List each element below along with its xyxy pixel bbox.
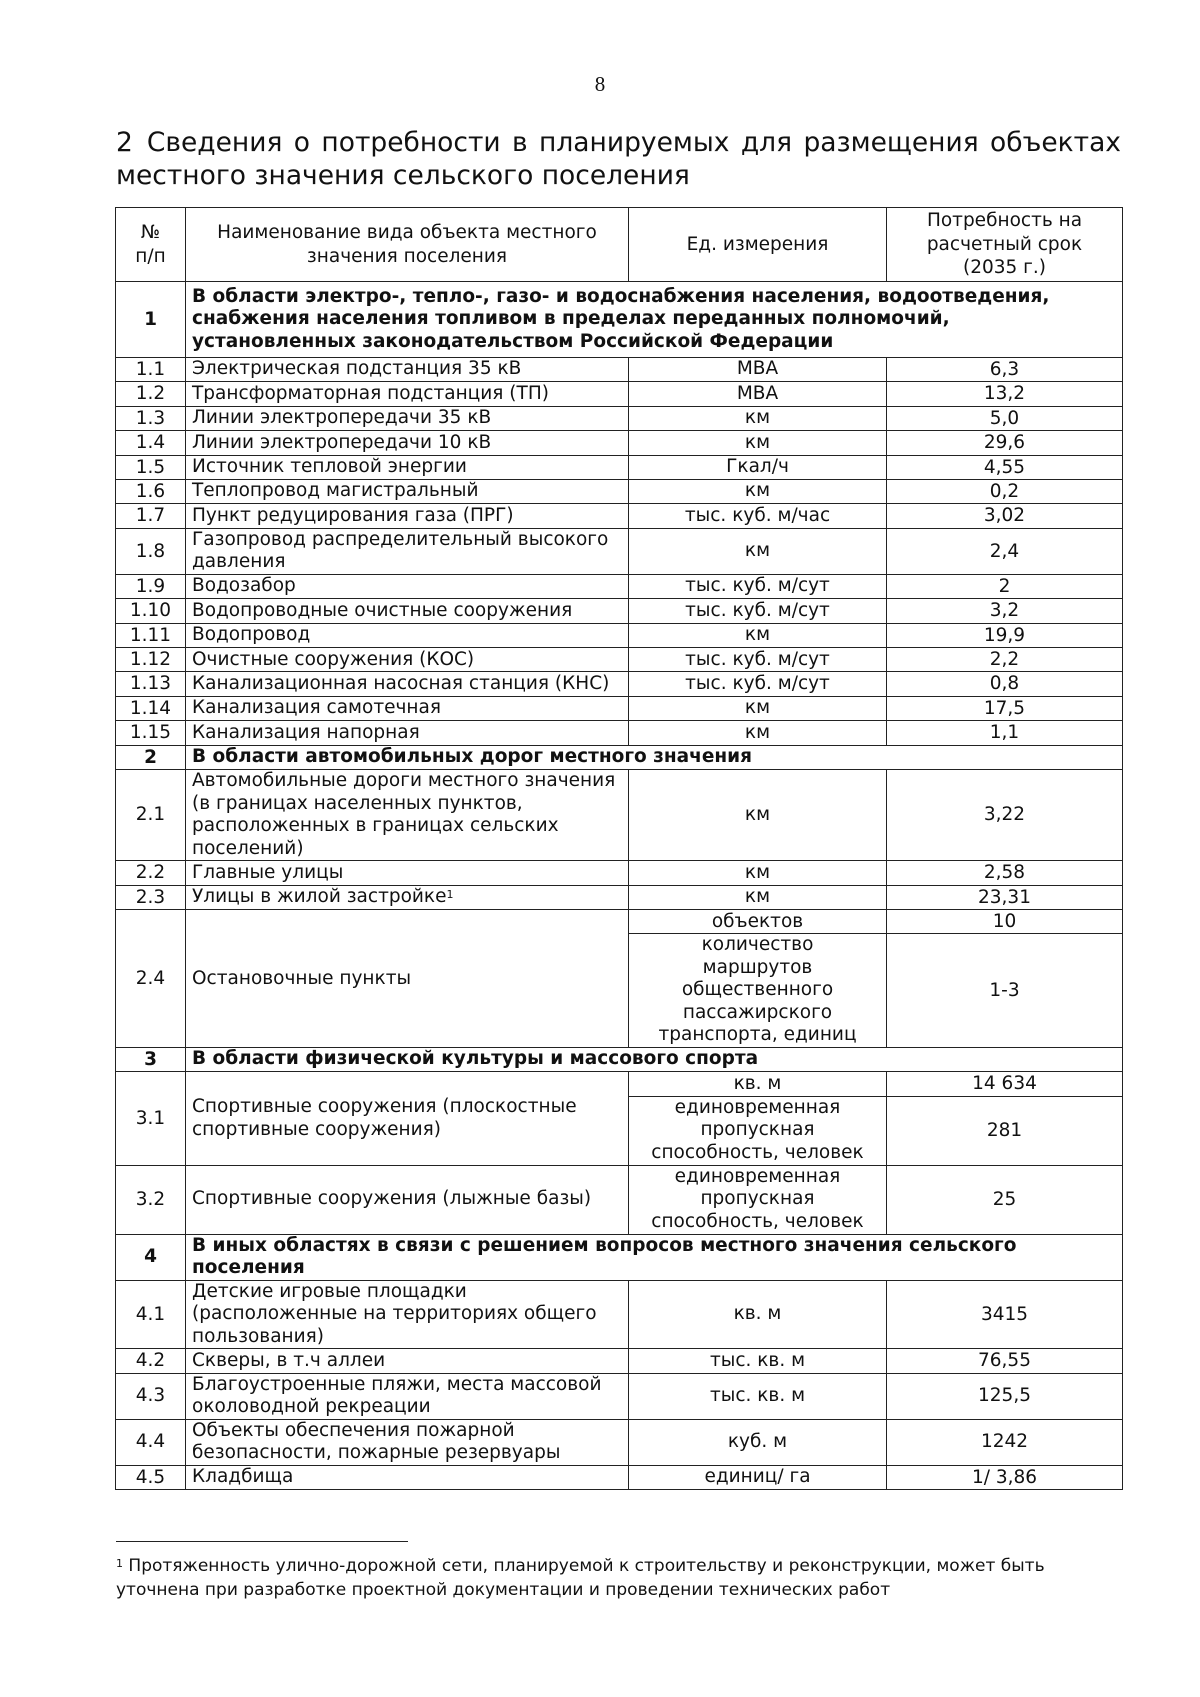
row-unit: км xyxy=(629,721,887,745)
row-number: 1.13 xyxy=(116,672,186,696)
row-number: 1.10 xyxy=(116,599,186,623)
row-value: 0,2 xyxy=(887,480,1123,504)
footnote-reference: 1 xyxy=(446,887,454,901)
row-number: 1.14 xyxy=(116,696,186,720)
table-row xyxy=(116,1419,1123,1465)
row-value: 2,2 xyxy=(887,648,1123,672)
section-heading-text: Сведения о потребности в планируемых для размещения объектах местного значения сельского поселения xyxy=(116,127,1121,191)
row-unit: км xyxy=(629,623,887,647)
table-row xyxy=(116,672,1123,696)
row-value: 23,31 xyxy=(887,885,1123,909)
row-value: 17,5 xyxy=(887,696,1123,720)
table-row xyxy=(116,504,1123,528)
row-unit: км xyxy=(629,861,887,885)
table-header-row xyxy=(116,208,1123,282)
row-value: 1242 xyxy=(887,1419,1123,1465)
section-title: В области электро-, тепло-, газо- и водоснабжения населения, водоотведения, снабжения населения топливом в пределах переданных полномочий, установленных законодательством Российской Федерации xyxy=(186,282,1123,358)
row-name xyxy=(186,885,629,909)
row-number: 1.9 xyxy=(116,574,186,598)
footnote-divider xyxy=(116,1541,408,1542)
row-number: 4.3 xyxy=(116,1373,186,1419)
row-unit: тыс. кв. м xyxy=(629,1373,887,1419)
section-number: 1 xyxy=(116,282,186,358)
row-unit: МВА xyxy=(629,358,887,382)
table-row xyxy=(116,861,1123,885)
row-name: Спортивные сооружения (лыжные базы) xyxy=(186,1165,629,1234)
row-value: 2,4 xyxy=(887,528,1123,574)
row-unit: км xyxy=(629,696,887,720)
row-value: 5,0 xyxy=(887,406,1123,430)
row-number: 1.8 xyxy=(116,528,186,574)
row-unit: единовременная пропускная способность, человек xyxy=(629,1165,887,1234)
table-row xyxy=(116,721,1123,745)
row-unit: тыс. куб. м/час xyxy=(629,504,887,528)
row-name: Детские игровые площадки (расположенные на территориях общего пользования) xyxy=(186,1280,629,1349)
row-unit: км xyxy=(629,431,887,455)
row-value: 0,8 xyxy=(887,672,1123,696)
table-row xyxy=(116,1165,1123,1234)
row-name: Теплопровод магистральный xyxy=(186,480,629,504)
header-name: Наименование вида объекта местного значения поселения xyxy=(186,208,629,282)
row-unit: км xyxy=(629,528,887,574)
section-title: В иных областях в связи с решением вопросов местного значения сельского поселения xyxy=(186,1234,1123,1280)
section-row xyxy=(116,1047,1123,1071)
table-row xyxy=(116,455,1123,479)
row-name: Линии электропередачи 35 кВ xyxy=(186,406,629,430)
row-name: Благоустроенные пляжи, места массовой околоводной рекреации xyxy=(186,1373,629,1419)
table-row xyxy=(116,406,1123,430)
table-row xyxy=(116,1465,1123,1489)
row-name: Объекты обеспечения пожарной безопасности, пожарные резервуары xyxy=(186,1419,629,1465)
table-row xyxy=(116,770,1123,861)
row-number: 1.15 xyxy=(116,721,186,745)
header-need: Потребность на расчетный срок (2035 г.) xyxy=(887,208,1123,282)
row-unit: Гкал/ч xyxy=(629,455,887,479)
row-name: Пункт редуцирования газа (ПРГ) xyxy=(186,504,629,528)
row-name: Канализация напорная xyxy=(186,721,629,745)
table-row xyxy=(116,623,1123,647)
row-unit: тыс. куб. м/сут xyxy=(629,599,887,623)
table-row xyxy=(116,431,1123,455)
row-unit: тыс. куб. м/сут xyxy=(629,648,887,672)
row-value: 1,1 xyxy=(887,721,1123,745)
row-number: 3.2 xyxy=(116,1165,186,1234)
row-name: Водопроводные очистные сооружения xyxy=(186,599,629,623)
row-name: Канализация самотечная xyxy=(186,696,629,720)
row-number: 2.1 xyxy=(116,770,186,861)
section-row xyxy=(116,1234,1123,1280)
row-name: Водозабор xyxy=(186,574,629,598)
row-name: Главные улицы xyxy=(186,861,629,885)
row-value: 3,02 xyxy=(887,504,1123,528)
table-row xyxy=(116,909,1123,933)
section-title: В области автомобильных дорог местного значения xyxy=(186,745,1123,769)
row-value: 4,55 xyxy=(887,455,1123,479)
row-name: Спортивные сооружения (плоскостные спортивные сооружения) xyxy=(186,1072,629,1165)
table-row xyxy=(116,1072,1123,1096)
table-row xyxy=(116,648,1123,672)
table-row xyxy=(116,696,1123,720)
row-value: 14 634 xyxy=(887,1072,1123,1096)
row-unit: км xyxy=(629,480,887,504)
row-value: 3,2 xyxy=(887,599,1123,623)
row-number: 1.1 xyxy=(116,358,186,382)
footnote-text: Протяженность улично-дорожной сети, планируемой к строительству и реконструкции, может быть уточнена при разработке проектной документации и проведении технических работ xyxy=(116,1556,1045,1600)
row-unit: кв. м xyxy=(629,1072,887,1096)
row-unit: км xyxy=(629,770,887,861)
row-value-secondary: 281 xyxy=(887,1096,1123,1165)
row-name: Газопровод распределительный высокого давления xyxy=(186,528,629,574)
row-name: Линии электропередачи 10 кВ xyxy=(186,431,629,455)
header-num: № п/п xyxy=(116,208,186,282)
row-value: 125,5 xyxy=(887,1373,1123,1419)
section-heading-number: 2 xyxy=(116,127,133,158)
row-name-text: Улицы в жилой застройке xyxy=(192,885,447,907)
page-number: 8 xyxy=(594,72,606,96)
row-unit: объектов xyxy=(629,909,887,933)
section-number: 4 xyxy=(116,1234,186,1280)
footnote xyxy=(116,1554,1126,1602)
row-number: 2.4 xyxy=(116,909,186,1047)
row-number: 2.3 xyxy=(116,885,186,909)
row-number: 1.7 xyxy=(116,504,186,528)
row-number: 1.12 xyxy=(116,648,186,672)
row-number: 4.2 xyxy=(116,1349,186,1373)
section-number: 3 xyxy=(116,1047,186,1071)
row-name: Трансформаторная подстанция (ТП) xyxy=(186,382,629,406)
table-row xyxy=(116,358,1123,382)
row-value: 3415 xyxy=(887,1280,1123,1349)
row-number: 4.4 xyxy=(116,1419,186,1465)
row-number: 4.1 xyxy=(116,1280,186,1349)
footnote-mark: 1 xyxy=(116,1557,123,1570)
row-value: 19,9 xyxy=(887,623,1123,647)
row-value: 6,3 xyxy=(887,358,1123,382)
row-value-secondary: 1-3 xyxy=(887,934,1123,1048)
row-number: 1.6 xyxy=(116,480,186,504)
row-value: 29,6 xyxy=(887,431,1123,455)
table-body xyxy=(116,282,1123,1490)
table-row xyxy=(116,1280,1123,1349)
row-number: 1.4 xyxy=(116,431,186,455)
row-value: 3,22 xyxy=(887,770,1123,861)
row-value: 76,55 xyxy=(887,1349,1123,1373)
row-name: Водопровод xyxy=(186,623,629,647)
row-value: 2 xyxy=(887,574,1123,598)
needs-table xyxy=(115,207,1123,1490)
row-number: 1.2 xyxy=(116,382,186,406)
row-value: 25 xyxy=(887,1165,1123,1234)
row-unit: км xyxy=(629,406,887,430)
row-number: 2.2 xyxy=(116,861,186,885)
section-row xyxy=(116,282,1123,358)
row-value: 10 xyxy=(887,909,1123,933)
table-row xyxy=(116,885,1123,909)
row-number: 1.5 xyxy=(116,455,186,479)
row-number: 1.11 xyxy=(116,623,186,647)
header-unit: Ед. измерения xyxy=(629,208,887,282)
row-unit: км xyxy=(629,885,887,909)
section-title: В области физической культуры и массового спорта xyxy=(186,1047,1123,1071)
row-unit-secondary: количество маршрутов общественного пассажирского транспорта, единиц xyxy=(629,934,887,1048)
row-value: 1/ 3,86 xyxy=(887,1465,1123,1489)
row-unit: куб. м xyxy=(629,1419,887,1465)
row-name: Очистные сооружения (КОС) xyxy=(186,648,629,672)
table-row xyxy=(116,574,1123,598)
table-row xyxy=(116,480,1123,504)
row-number: 3.1 xyxy=(116,1072,186,1165)
row-number: 4.5 xyxy=(116,1465,186,1489)
row-name: Остановочные пункты xyxy=(186,909,629,1047)
row-name: Электрическая подстанция 35 кВ xyxy=(186,358,629,382)
row-number: 1.3 xyxy=(116,406,186,430)
table-row xyxy=(116,599,1123,623)
row-name: Источник тепловой энергии xyxy=(186,455,629,479)
table-row xyxy=(116,528,1123,574)
row-name: Кладбища xyxy=(186,1465,629,1489)
row-unit-secondary: единовременная пропускная способность, человек xyxy=(629,1096,887,1165)
table-row xyxy=(116,382,1123,406)
section-heading xyxy=(116,126,1121,192)
row-value: 2,58 xyxy=(887,861,1123,885)
row-value: 13,2 xyxy=(887,382,1123,406)
table-row xyxy=(116,1349,1123,1373)
table-row xyxy=(116,1373,1123,1419)
row-unit: тыс. куб. м/сут xyxy=(629,574,887,598)
row-name: Канализационная насосная станция (КНС) xyxy=(186,672,629,696)
row-unit: кв. м xyxy=(629,1280,887,1349)
row-name: Скверы, в т.ч аллеи xyxy=(186,1349,629,1373)
row-name: Автомобильные дороги местного значения (в границах населенных пунктов, расположенных в границах сельских поселений) xyxy=(186,770,629,861)
section-number: 2 xyxy=(116,745,186,769)
row-unit: единиц/ га xyxy=(629,1465,887,1489)
section-row xyxy=(116,745,1123,769)
row-unit: МВА xyxy=(629,382,887,406)
row-unit: тыс. кв. м xyxy=(629,1349,887,1373)
row-unit: тыс. куб. м/сут xyxy=(629,672,887,696)
